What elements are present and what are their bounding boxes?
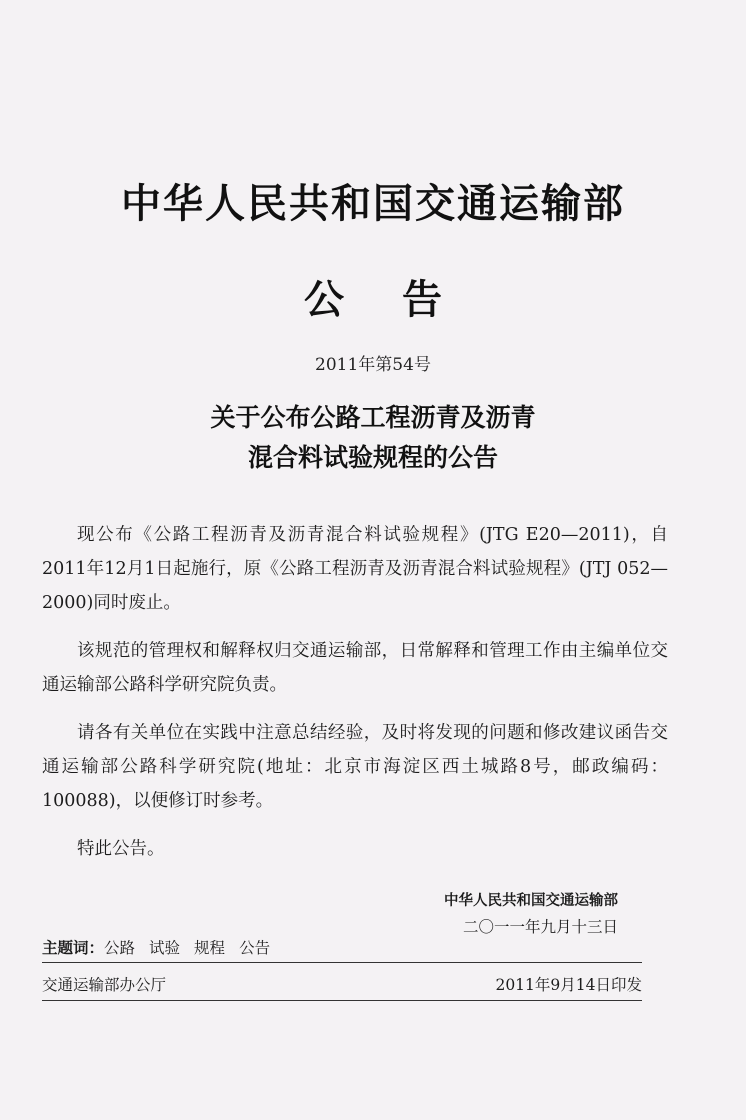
body-paragraph-1: 现公布《公路工程沥青及沥青混合料试验规程》(JTG E20—2011)，自2011年12月1日起施行，原《公路工程沥青及沥青混合料试验规程》(JTJ 052—2000)同时废止。 [42,525,668,613]
title-line-2: 混合料试验规程的公告 [247,443,498,472]
document-number: 2011年第54号 [315,355,431,375]
title-line-1: 关于公布公路工程沥青及沥青 [210,403,536,432]
signature-block [444,888,618,940]
issuer-header: 中华人民共和国交通运输部 [121,180,625,227]
announcement-body [42,518,668,880]
body-paragraph-2: 该规范的管理权和解释权归交通运输部，日常解释和管理工作由主编单位交通运输部公路科学研究院负责。 [42,641,668,695]
keyword: 试验 [149,939,181,957]
body-paragraph-4: 特此公告。 [77,839,165,859]
signature-org: 中华人民共和国交通运输部 [444,893,618,909]
divider-top [42,962,642,963]
keyword: 公路 [104,939,136,957]
footer-office: 交通运输部办公厅 [42,976,167,994]
announcement-title [0,398,746,478]
signature-date: 二〇一一年九月十三日 [462,918,618,936]
keywords-line [42,936,642,958]
footer-print-date: 2011年9月14日印发 [495,976,642,994]
keywords-label: 主题词： [42,939,105,957]
divider-bottom [42,1000,642,1001]
document-type: 公告 [304,276,500,323]
keyword: 规程 [194,939,226,957]
keyword: 公告 [239,939,271,957]
body-paragraph-3: 请各有关单位在实践中注意总结经验，及时将发现的问题和修改建议函告交通运输部公路科学研究院(地址：北京市海淀区西土城路8号，邮政编码：100088)，以便修订时参考。 [42,723,668,811]
